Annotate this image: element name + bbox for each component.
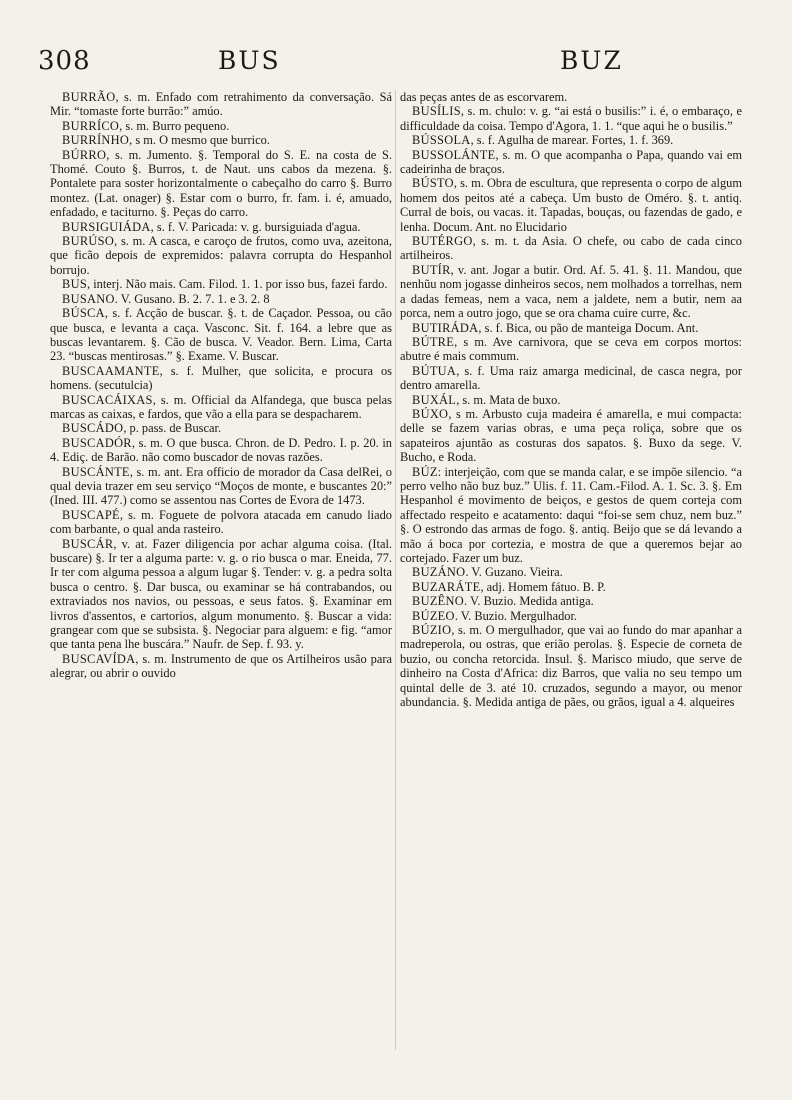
entry-definition: . V. Guzano. Vieira. (465, 565, 563, 580)
entry-headword: BUSCÁR (62, 536, 114, 551)
entry-headword: BUSANO (62, 291, 115, 306)
entry-headword: BURRÃO (62, 90, 116, 104)
dictionary-entry (400, 364, 742, 393)
entry-headword: BUZARÁTE (412, 579, 481, 594)
page-header (28, 44, 764, 84)
entry-headword: BÚXO (412, 406, 449, 421)
dictionary-entry (400, 565, 742, 579)
entry-headword: BÚRRO (62, 147, 107, 162)
entry-headword: BUS (62, 277, 88, 292)
dictionary-entry (400, 104, 742, 133)
entry-headword: BUSÍLIS (412, 104, 461, 119)
entry-definition: , p. pass. de Buscar. (123, 421, 222, 436)
entry-headword: BUSCAPÉ (62, 507, 120, 522)
entry-definition: , s. f. Acção de buscar. §. t. de Caçador. Pessoa, ou cão que busca, e levanta a caça. Vasconc. Sit. f. 164. a lebre que as buscas levantarem. §. Cão de busca. V. Veador. Bern. Lima, Carta 23. “buscas mentirosas.” §. Exame. V. Buscar. (50, 306, 392, 364)
dictionary-entry (50, 508, 392, 537)
entry-headword: BUSCÁNTE (62, 464, 130, 479)
entry-headword: BÚZEO (412, 608, 455, 623)
entry-headword: BUSCAAMANTE (62, 363, 160, 378)
entry-headword: BUSSOLÁNTE (412, 147, 496, 162)
dictionary-entry (50, 436, 392, 465)
column-divider (395, 90, 396, 1050)
entry-headword: BUTÍR (412, 262, 451, 277)
entry-definition: , v. ant. Jogar a butir. Ord. Af. 5. 41. §. 11. Mandou, que nenhũu nom jogasse dinheiros secos, nem molhados a torrelhas, nem a dadas femeas, nem a vaca, nem a jaldete, nem a butir, nem aa porca, nem a outro jogo, que se ora chama cuire curre, &c. (400, 262, 742, 321)
dictionary-entry (50, 234, 392, 277)
dictionary-entry (400, 321, 742, 335)
dictionary-entry (400, 263, 742, 321)
entry-definition: , s. m. Foguete de polvora atacada em canudo liado com barbante, o qual anda rasteiro. (50, 507, 392, 537)
entry-definition: , s. m. O mergulhador, que vai ao fundo do mar apanhar a madreperola, ou ostras, que erião perolas. §. Especie de corneta de buzio, ou concha retorcida. Insul. §. Marisco miudo, que serve de dinheiro na Costa d'Africa: diz Barros, que valia no seu tempo um quintal delle de 3. até 10. cruzados, segundo a mayor, ou menor abundancia. §. Medida antiga de pães, ou grãos, igual a 4. alqueires (400, 623, 742, 710)
entry-definition: . V. Buzio. Medida antiga. (464, 594, 594, 609)
dictionary-entry (400, 234, 742, 263)
entry-definition: , s m. Arbusto cuja madeira é amarella, e mui compacta: delle se fazem varias obras, e uma peça roliça, sobre que os sapateiros ajuntão as costuras dos sapatos. §. Buxo da sege. V. Bucho, e Roda. (400, 406, 742, 465)
right-running-head: BUZ (560, 46, 623, 75)
entry-definition: , interj. Não mais. Cam. Filod. 1. 1. por isso bus, fazei fardo. (87, 277, 388, 292)
entry-headword: BUSCÁDO (62, 421, 124, 436)
entry-definition: , s. f. Mulher, que solicita, e procura os homens. (secutulcia) (50, 363, 392, 393)
entry-definition: , s. m. t. da Asia. O chefe, ou cabo de cada cinco artilheiros. (400, 234, 742, 263)
dictionary-entry (50, 465, 392, 508)
entry-headword: BUSCACÁIXAS (62, 392, 153, 407)
entry-headword: BUTÉRGO (412, 234, 473, 249)
entry-definition: , s. m. A casca, e caroço de frutos, como uva, azeitona, que ficão depois de expremidos: palavra corrupta do Hespanhol borrujo. (50, 234, 392, 277)
dictionary-entry (400, 176, 742, 234)
entry-definition: , s. m. Burro pequeno. (119, 118, 230, 133)
entry-definition: , s. m. O que acompanha o Papa, quando vai em cadeirinha de braços. (400, 147, 742, 177)
entry-definition: , s. m. Mata de buxo. (456, 392, 561, 407)
dictionary-entry (400, 407, 742, 465)
entry-headword: BÚZIO (412, 623, 452, 638)
dictionary-entry (400, 594, 742, 608)
dictionary-entry (50, 652, 392, 681)
entry-definition: , s. f. Bica, ou pão de manteiga Docum. Ant. (478, 320, 699, 335)
entry-definition: . V. Gusano. B. 2. 7. 1. e 3. 2. 8 (114, 291, 270, 306)
entry-definition: , s. f. V. Paricada: v. g. bursiguiada d'agua. (150, 219, 361, 234)
dictionary-entry (50, 119, 392, 133)
entry-definition: , s m. O mesmo que burrico. (129, 133, 270, 148)
entry-headword: BÚTRE (412, 334, 455, 349)
dictionary-entry (50, 537, 392, 652)
dictionary-entry (50, 421, 392, 435)
dictionary-entry (50, 292, 392, 306)
left-column (50, 90, 392, 681)
entry-headword: BUZÊNO (412, 594, 465, 609)
dictionary-entry (50, 133, 392, 147)
dictionary-entry (50, 306, 392, 364)
right-column (400, 90, 742, 709)
entry-definition: , s. m. chulo: v. g. “ai está o busilis:” i. é, o embaraço, e difficuldade da coisa. Tempo d'Agora, 1. 1. “que aqui he o busilis.” (400, 104, 742, 133)
page-number: 308 (38, 46, 91, 76)
entry-headword: BURÚSO (62, 234, 115, 249)
dictionary-entry (400, 335, 742, 364)
entry-definition: , s. m. Obra de escultura, que representa o corpo de algum homem dos peitos até a cabeça. Um busto de Oméro. §. t. antiq. Curral de bois, ou vacas. it. Tapadas, bouças, ou fazendas de gado, e lenha. Docum. Ant. no Elucidario (400, 176, 742, 234)
entry-headword: BUSCAVÍDA (62, 651, 136, 666)
entry-definition: das peças antes de as escorvarem. (400, 90, 568, 104)
entry-headword: BÚTUA (412, 363, 457, 378)
entry-headword: BUXÁL (412, 392, 457, 407)
dictionary-entry (50, 220, 392, 234)
dictionary-entry (400, 609, 742, 623)
entry-definition: : interjeição, com que se manda calar, e se impõe silencio. “a perro velho não buz buz.” Ulis. f. 11. Cam.-Filod. A. 1. Sc. 3. §. Em Hespanhol é movimento de beiços, e gestos de quem corteja com affectado respeito e acatamento: daqui “foi-se sem chuz, nem buz.” §. O estrondo das armas de fogo. §. antiq. Beijo que se dá levando a mão á boca por cortezia, e mostra de que a queremos bejar ao cortejado. Fazer um buz. (400, 464, 742, 565)
entry-headword: BURSIGUIÁDA (62, 219, 151, 234)
entry-headword: BURRÍCO (62, 118, 120, 133)
entry-definition: , s m. Ave carnivora, que se ceva em corpos mortos: abutre é mais commum. (400, 334, 742, 364)
entry-definition: , s. m. Enfado com retrahimento da conversação. Sá Mir. “tomaste forte burrão:” amúo. (50, 90, 392, 119)
dictionary-entry (400, 393, 742, 407)
dictionary-entry (400, 580, 742, 594)
entry-headword: BÚSSOLA (412, 133, 471, 148)
dictionary-entry (50, 277, 392, 291)
entry-definition: , v. at. Fazer diligencia por achar alguma coisa. (Ital. buscare) §. Ir ter a alguma parte: v. g. o rio busca o mar. Eneida, 77. Ir ter com alguma pessoa a algum lugar §. Tender: v. g. a pedra solta busca o centro. §. Dar busca, ou examinar se há contrabandos, ou extraviados nos navios, ou pessoas, e seus fatos. §. Examinar em livros d'assentos, e cartorios, algum monumento. §. Buscar a vida: grangear com que se subsista. §. Negociar para alguem: e fig. “amor que tanta pena lhe buscára.” Naufr. de Sep. f. 93. y. (50, 536, 392, 652)
entry-definition: , s. m. Official da Alfandega, que busca pelas marcas as caixas, e fardos, que vão a ella para se despacharem. (50, 392, 392, 421)
entry-definition: , s. f. Uma raiz amarga medicinal, de casca negra, por dentro amarella. (400, 363, 742, 393)
entry-definition: , s. m. O que busca. Chron. de D. Pedro. I. p. 20. in 4. Ediç. de Barão. não como buscador de novas razões. (50, 435, 392, 465)
entry-definition: . V. Buzio. Mergulhador. (454, 608, 577, 623)
entry-headword: BÚZ (412, 464, 438, 479)
dictionary-entry (400, 90, 742, 104)
entry-headword: BURRÍNHO (62, 133, 130, 148)
dictionary-entry (400, 623, 742, 709)
dictionary-entry (400, 148, 742, 177)
entry-definition: , s. m. Jumento. §. Temporal do S. E. na costa de S. Thomé. Couto §. Burros, t. de Naut. uns cabos da mezena. §. Pontalete para soster horizontalmente o cabeçalho do carro §. Burro montez. (Lat. onager) §. Estar com o burro, fr. fam. i. é, amuado, enfadado, e taciturno. §. Peças do carro. (50, 147, 392, 220)
entry-definition: , s. f. Agulha de marear. Fortes, 1. f. 369. (470, 133, 674, 148)
left-running-head: BUS (218, 46, 281, 75)
entry-headword: BUSCADÓR (62, 435, 132, 450)
entry-headword: BÚSCA (62, 306, 105, 321)
dictionary-entry (50, 364, 392, 393)
entry-headword: BUZÁNO (412, 565, 466, 580)
entry-headword: BÚSTO (412, 176, 454, 191)
dictionary-entry (50, 148, 392, 220)
dictionary-entry (400, 133, 742, 147)
entry-definition: , s. m. Instrumento de que os Artilheiros usão para alegrar, ou abrir o ouvido (50, 651, 392, 681)
entry-definition: , adj. Homem fátuo. B. P. (480, 579, 606, 594)
entry-definition: , s. m. ant. Era officio de morador da Casa delRei, o qual devia trazer em seu serviço “Moços de monte, e buscantes 20:” (Ined. III. 477.) como se assentou nas Cortes de Evora de 1473. (50, 464, 392, 508)
dictionary-entry (400, 465, 742, 566)
entry-headword: BUTIRÁDA (412, 320, 479, 335)
dictionary-entry (50, 90, 392, 119)
dictionary-entry (50, 393, 392, 422)
